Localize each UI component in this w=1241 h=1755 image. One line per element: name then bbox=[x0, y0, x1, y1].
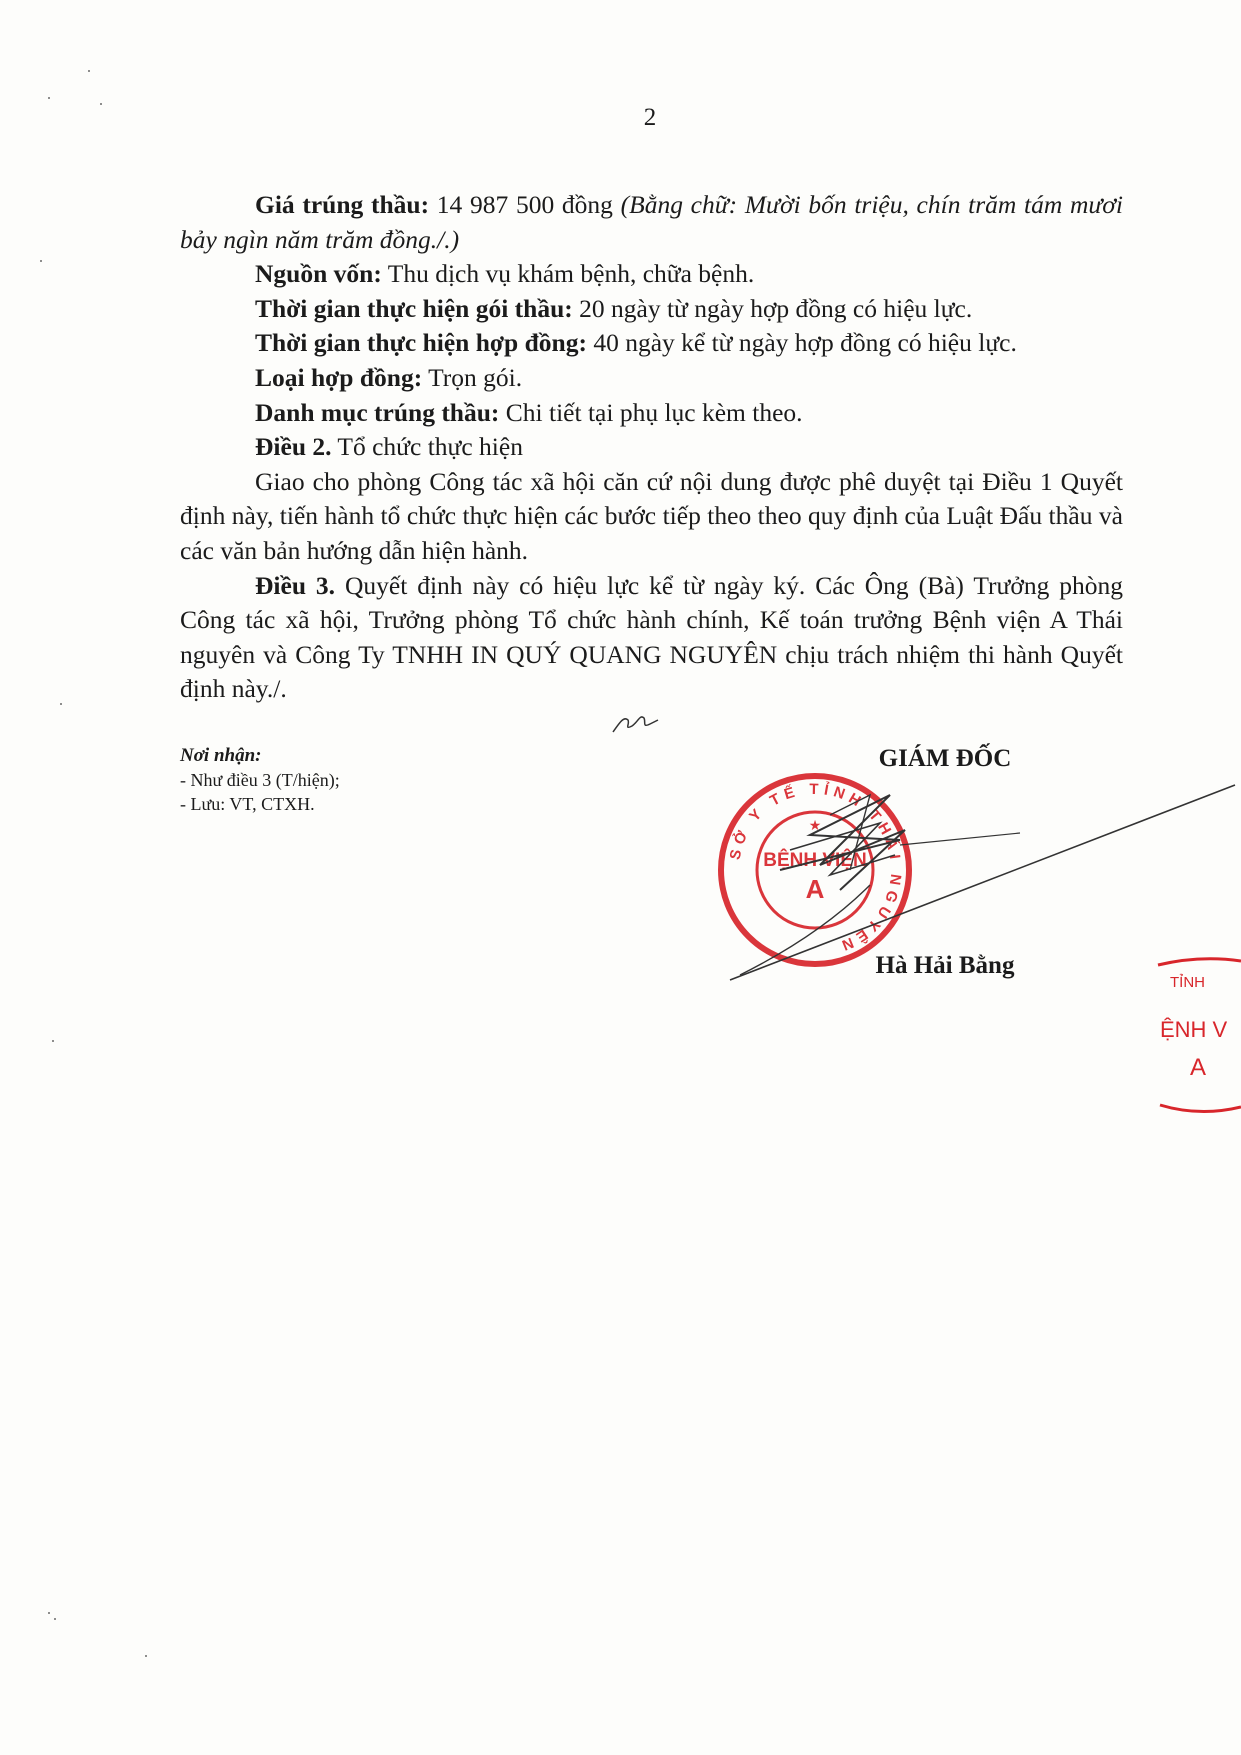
text-article-3: Quyết định này có hiệu lực kể từ ngày ký. Các Ông (Bà) Trưởng phòng Công tác xã hội, Trưởng phòng Tổ chức hành chính, Kế toán trưởng Bệnh viện A Thái nguyên và Công Ty TNHH IN QUÝ QUANG NGUYÊN chịu trách nhiệm thi hành Quyết định này./. bbox=[180, 570, 1124, 704]
stamp-center-text: BỆNH VIỆN bbox=[763, 850, 867, 871]
scan-speck bbox=[100, 103, 102, 105]
value-winning-price: 14 987 500 đồng bbox=[429, 190, 621, 219]
scan-speck bbox=[60, 703, 62, 705]
partial-stamp-edge bbox=[1150, 945, 1241, 1145]
label-article-2: Điều 2. bbox=[255, 432, 332, 462]
paragraph-contract-type bbox=[180, 361, 1123, 396]
recipient-item: - Như điều 3 (T/hiện); bbox=[180, 770, 340, 790]
page-number: 2 bbox=[643, 104, 657, 131]
signer-title: GIÁM ĐỐC bbox=[878, 745, 1012, 772]
label-winning-list: Danh mục trúng thầu: bbox=[255, 397, 500, 427]
amount-in-words: (Bằng chữ: Mười bốn triệu, chín trăm tám mươi bảy ngìn năm trăm đồng./.) bbox=[180, 190, 1124, 254]
label-contract-type: Loại hợp đồng: bbox=[255, 362, 423, 392]
article-2-heading bbox=[180, 430, 1123, 465]
scan-speck bbox=[88, 70, 90, 72]
scan-speck bbox=[54, 1618, 56, 1620]
edge-stamp-text: ỆNH V bbox=[1160, 1017, 1228, 1042]
paragraph-winning-list bbox=[180, 396, 1123, 431]
paragraph-contract-duration bbox=[180, 326, 1123, 361]
paragraph-package-duration bbox=[180, 292, 1123, 327]
scan-speck bbox=[40, 260, 42, 262]
scan-speck bbox=[52, 1040, 54, 1042]
value-funding-source: Thu dịch vụ khám bệnh, chữa bệnh. bbox=[381, 259, 755, 289]
stamp-ring-text: SỞ Y TẾ TỈNH THÁI NGUYÊN bbox=[726, 780, 905, 956]
label-package-duration: Thời gian thực hiện gói thầu: bbox=[255, 293, 573, 323]
signer-name: Hà Hải Bằng bbox=[875, 952, 1015, 979]
value-winning-list: Chi tiết tại phụ lục kèm theo. bbox=[499, 397, 803, 427]
text-article-2: Giao cho phòng Công tác xã hội căn cứ nội dung được phê duyệt tại Điều 1 Quyết định này, tiến hành tổ chức thực hiện các bước tiếp theo theo quy định của Luật Đấu thầu và các văn bản hướng dẫn hiện hành. bbox=[180, 466, 1123, 565]
edge-stamp-letter: A bbox=[1190, 1054, 1207, 1081]
paragraph-funding-source bbox=[180, 257, 1123, 292]
value-contract-type: Trọn gói. bbox=[422, 362, 523, 392]
recipients-heading: Nơi nhận: bbox=[180, 745, 262, 766]
scan-speck bbox=[145, 1655, 147, 1657]
label-funding-source: Nguồn vốn: bbox=[255, 259, 382, 289]
scan-speck bbox=[48, 1612, 50, 1614]
edge-stamp-text: TỈNH bbox=[1170, 974, 1205, 991]
decision-body bbox=[180, 188, 1123, 707]
scan-speck bbox=[48, 97, 50, 99]
paragraph-winning-price bbox=[180, 188, 1123, 257]
recipients-block bbox=[180, 744, 600, 816]
stamp-center-letter: A bbox=[805, 874, 825, 904]
label-contract-duration: Thời gian thực hiện hợp đồng: bbox=[255, 328, 587, 358]
value-contract-duration: 40 ngày kể từ ngày hợp đồng có hiệu lực. bbox=[586, 328, 1017, 358]
initials-mark bbox=[610, 708, 660, 738]
label-article-3: Điều 3. bbox=[255, 570, 336, 600]
title-article-2: Tổ chức thực hiện bbox=[331, 432, 523, 462]
article-3 bbox=[180, 569, 1123, 707]
article-2-content bbox=[180, 465, 1123, 569]
value-package-duration: 20 ngày từ ngày hợp đồng có hiệu lực. bbox=[572, 293, 973, 323]
star-icon: ★ bbox=[808, 819, 822, 834]
recipient-item: - Lưu: VT, CTXH. bbox=[180, 794, 315, 814]
label-winning-price: Giá trúng thầu: bbox=[255, 190, 430, 219]
